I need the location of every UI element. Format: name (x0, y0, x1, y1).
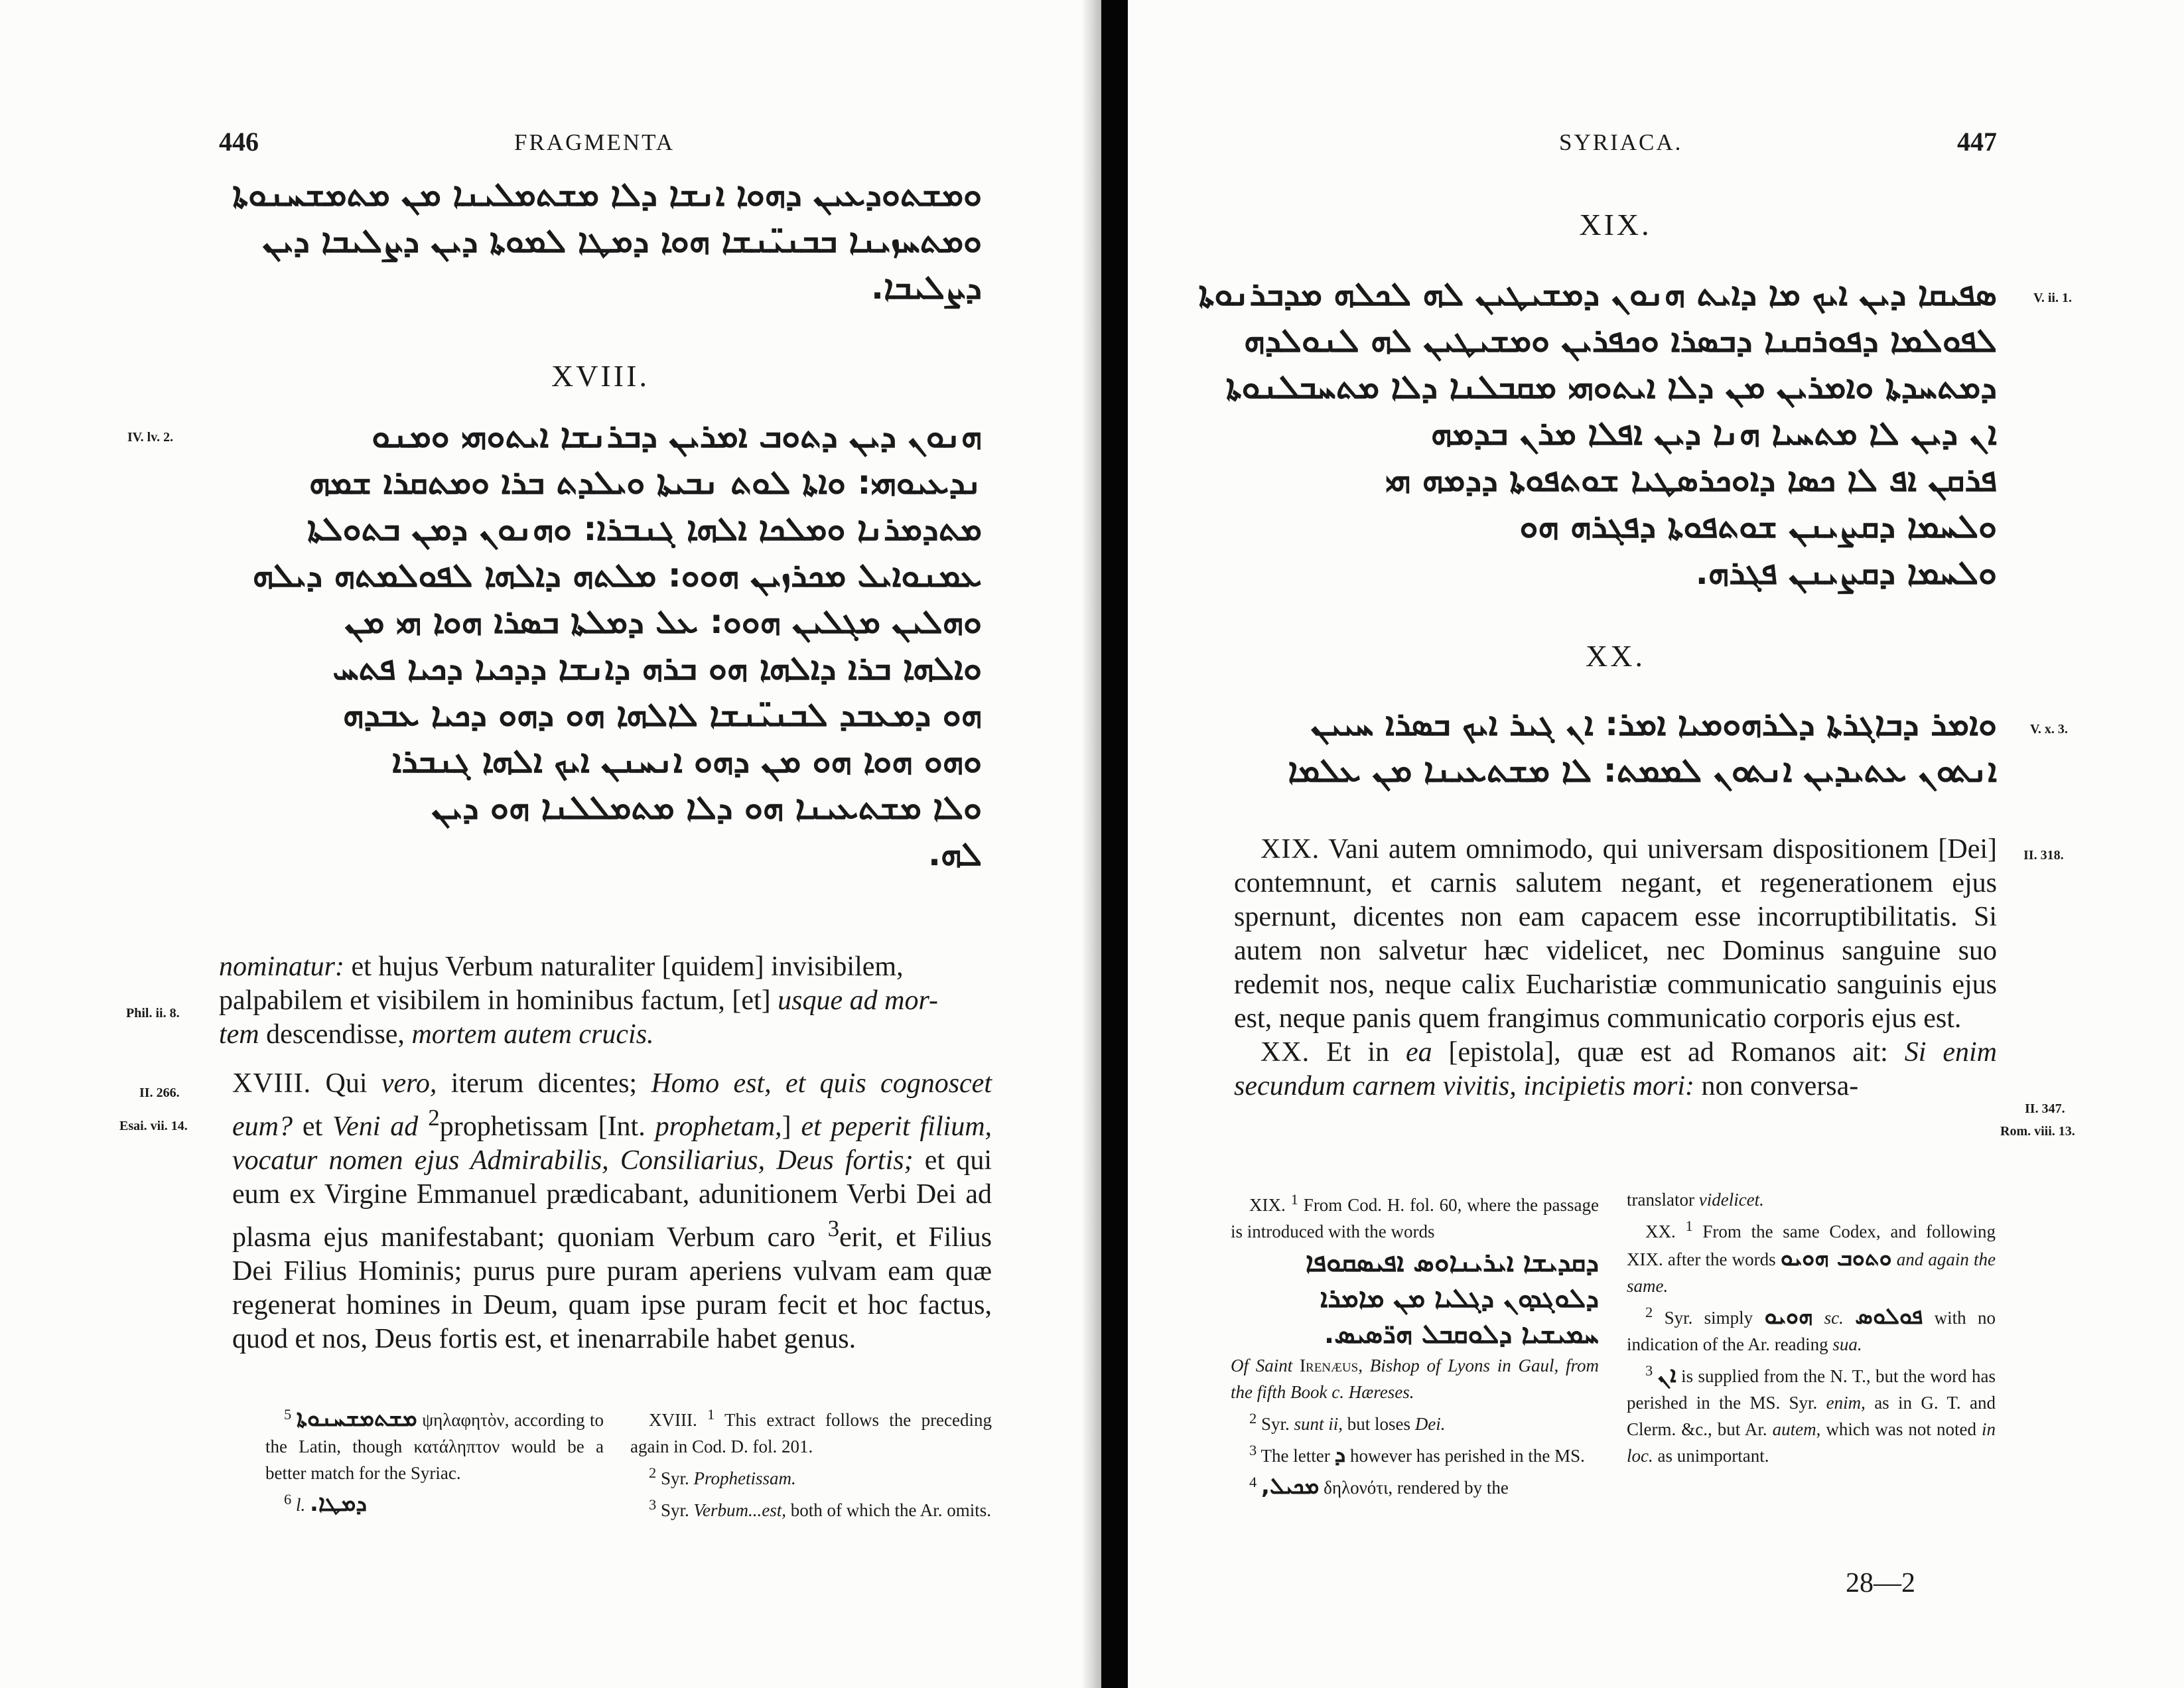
footnote-italic: Prophetissam. (693, 1468, 796, 1488)
syriac-line: ܘܡܫܬܘܕܥܝܢ ܕܗܘܐ ܐܢܫܐ ܕܠܐ ܡܫܬܡܠܝܢܐ ܡܢ ܡܬܡܫܚܢܘܬܐ (232, 175, 982, 214)
footnote-number: 1 (1685, 1218, 1693, 1234)
syriac-top-block (219, 171, 982, 311)
footnotes-left-column (265, 1401, 604, 1518)
gutter-shadow (1081, 0, 1101, 1688)
latin-italic: prophetam, (655, 1111, 782, 1142)
syriac-inline: ܦܘܠܘܣ (1855, 1303, 1923, 1330)
syriac-line: ܘܠܚܡܐ ܕܩܨܝܢܢ ܫܘܬܦܘܬܐ ܕܦܓܪܗ ܗܘ (1519, 507, 1997, 545)
footnote-text: Syr. (1257, 1414, 1294, 1434)
syriac-line: ܣܦܝܩܐ ܕܝܢ ܐܝܟ ܡܐ ܕܐܝܬ ܗܢܘܢ ܕܡܫܝܛܝܢ ܠܗ ܠܟܠܗ ܡܕܒܪܢܘܬܐ (1198, 275, 1997, 313)
footnote-text: with no indication of the Ar. reading (1627, 1308, 1996, 1354)
footnote-italic: Verbum...est, (693, 1500, 787, 1520)
footnote-text: This extract follows the preceding again in Cod. D. fol. 201. (630, 1410, 992, 1456)
footnote-marker: 3 (827, 1216, 840, 1241)
footnote-text: as unimportant. (1653, 1446, 1769, 1466)
footnote-text: The letter (1257, 1446, 1335, 1466)
syriac-line: ܗܢܘܢ ܕܝܢ ܕܬܘܒ ܐܡܪܝܢ ܕܒܪܢܫܐ ܐܝܬܘܗܝ ܘܡܢܘ (372, 417, 982, 455)
syriac-line: ܗܘ ܕܡܥܒܕ ܠܒܢܝ̈ܢܫܐ ܠܐܠܗܐ ܗܘ ܕܗܘ ܕܟܝܐ ܥܒܕܗ (342, 695, 982, 734)
syriac-XIX-block (1198, 271, 1997, 596)
syriac-line: ܘܐܡܪ ܕܒܐܓܪܬܐ ܕܠܪܗܘܡܝܐ ܐܡܪ: ܐܢ ܓܝܪ ܐܝܟ ܒܣܪܐ ܚܝܝܢ (1311, 705, 1997, 743)
footnote-text: From Cod. H. fol. 60, where the passage is introduced with the words (1231, 1195, 1600, 1241)
syriac-line: ܘܡܬܚܙܝܢܐ ܒܒܢܝ̈ܢܫܐ ܗܘܐ ܕܡܛܐ ܠܡܘܬܐ ܕܝܢ ܕܨܠܝܒܐ ܕܝܢ (262, 222, 982, 260)
syriac-line: ܢܕܥܝܘܗܝ: ܘܐܬܐ ܠܘܬ ܢܒܝܬܐ ܘܝܠܕܬ ܒܪܐ ܘܡܬܩܪܐ ܫܡܗ (309, 463, 982, 502)
footnote-italic: autem, (1772, 1419, 1821, 1439)
latin-italic: tem (219, 1019, 259, 1050)
footnote-italic: Of Saint (1231, 1356, 1300, 1375)
footnote-text: as in G. T. and Clerm. &c., but Ar. (1627, 1393, 1996, 1439)
footnote-text: Syr. simply (1653, 1308, 1765, 1328)
syriac-line: ܦܪܩܢ ܐܦ ܠܐ ܟܣܐ ܕܐܘܟܪܣܛܝܐ ܫܘܬܦܘܬܐ ܕܕܡܗ ܗܝ (1385, 460, 1997, 499)
footnote-text: Syr. (656, 1500, 694, 1520)
right-running-head: SYRIACA. (1559, 129, 1683, 155)
latin-italic: Homo est, et quis cognoscet eum? (232, 1068, 992, 1142)
footnote-text: ψηλαφητὸν, according to the Latin, though κατάληπτον would be a better match for the Syriac. (265, 1410, 604, 1483)
footnote-italic: sua. (1832, 1334, 1862, 1354)
footnote-italic: sc. (1812, 1308, 1856, 1328)
latin-section-number: XIX. (1261, 834, 1320, 865)
footnote-text: Syr. (656, 1468, 694, 1488)
footnotes-XVIII-column (630, 1401, 992, 1523)
syriac-inline: ܘܬܘܒ ܗܘܝܘ (1780, 1245, 1892, 1271)
latin-text: palpabilem et visibilem in hominibus factum, [et] (219, 985, 778, 1016)
latin-text: Qui (311, 1068, 381, 1099)
footnote-text: both of which the Ar. omits. (786, 1500, 991, 1520)
latin-section-number: XX. (1261, 1037, 1310, 1068)
margin-reference: Rom. viii. 13. (2000, 1124, 2075, 1139)
latin-italic: mortem autem crucis. (411, 1019, 654, 1050)
footnote-section: XX. (1645, 1222, 1676, 1241)
footnote-text: From the same Codex, and following XIX. after the words (1627, 1222, 1996, 1269)
footnote-number: 1 (707, 1406, 715, 1423)
footnote-number: 3 (649, 1496, 657, 1513)
syriac-line: ܕܡܬܚܕܬܐ ܘܐܡܪܝܢ ܡܢ ܕܠܐ ܐܝܬܘܗܝ ܡܩܒܠܢܐ ܕܠܐ ܡܬܚܒܠܢܘܬܐ (1225, 368, 1997, 406)
footnote-text: which was not noted (1820, 1419, 1982, 1439)
margin-reference: II. 318. (2023, 848, 2064, 863)
footnote-italic: enim, (1826, 1393, 1866, 1413)
footnote-number: 1 (1290, 1191, 1298, 1208)
margin-reference: Esai. vii. 14. (119, 1119, 188, 1133)
footnote-text: however has perished in the MS. (1345, 1446, 1585, 1466)
latin-text: iterum dicentes; (437, 1068, 651, 1099)
footnote-smallcaps: Irenæus, (1300, 1356, 1363, 1375)
latin-italic: usque ad mor- (778, 985, 938, 1016)
syriac-line: ܘܗܘ ܗܘܐ ܗܘ ܡܢ ܕܗܘ ܐܢܚܢܢ ܐܝܟ ܐܠܗܐ ܓܢܒܪܐ (392, 742, 982, 780)
margin-reference: V. x. 3. (2030, 722, 2068, 737)
section-heading-XVIII: XVIII. (551, 359, 649, 393)
book-gutter (1101, 0, 1128, 1688)
syriac-footnote-line: ܕܩܕܝܫܐ ܐܝܪܝܢܐܘܣ ܐܦܝܣܩܘܦܐ (1305, 1247, 1599, 1278)
latin-text: et qui eum ex Virgine Emmanuel prædicabant, adunitionem Verbi Dei ad plasma ejus manifestabant; quoniam Verbum caro (232, 1145, 992, 1253)
footnote-text: is supplied from the N. T., but the word has perished in the MS. Syr. (1627, 1366, 1996, 1413)
syriac-line: ܥܡܢܘܐܝܠ ܡܟܪܙܝܢ ܗܘܘ: ܡܠܬܗ ܕܐܠܗܐ ܠܦܘܠܡܬܗ ܕܝܠܗ (252, 556, 982, 595)
syriac-XVIII-block (219, 413, 982, 877)
latin-italic: Si enim secundum carnem vivitis, incipietis mori: (1234, 1037, 1997, 1101)
syriac-line: ܘܐܠܗܐ ܒܪܐ ܕܐܠܗܐ ܗܘ ܒܪܗ ܕܐܢܫܐ ܕܕܟܝܐ ܕܟܝܐ ܦܬܚ (332, 649, 982, 687)
footnote-text: δηλονότι, rendered by the (1319, 1478, 1509, 1498)
footnote-italic: Dei. (1414, 1414, 1446, 1434)
syriac-inline: ܐܢ (1657, 1362, 1676, 1388)
latin-text: ] (782, 1111, 801, 1142)
syriac-line: ܕܨܠܝܒܐ. (871, 268, 982, 307)
latin-text: erit, et Filius Dei Filius Hominis; purus pure puram aperiens vulvam eam quæ regenerat homines in Deum, quam ipse puram fecit et hoc factus, quod et nos, Deus fortis est, et inenarrabile habet genus. (232, 1222, 992, 1354)
latin-text: Et in (1310, 1037, 1406, 1068)
footnote-number: 5 (284, 1406, 292, 1423)
footnote-number: 3 (1249, 1442, 1257, 1458)
footnote-section: XIX. (1249, 1195, 1286, 1215)
footnote-italic: l. (296, 1495, 306, 1515)
latin-italic: nominatur: (219, 951, 344, 982)
syriac-line: ܐܢܬܘܢ ܥܬܝܕܝܢ ܐܢܬܘܢ ܠܡܡܬ: ܠܐ ܡܫܬܥܝܢܐ ܡܢ ܥܠܡܐ (1288, 751, 1997, 790)
latin-XVIII-paragraph (232, 1067, 992, 1356)
left-running-head: FRAGMENTA (514, 129, 675, 155)
footnote-italic: Bishop of Lyons in Gaul, from the fifth Book c. Hæreses. (1231, 1356, 1599, 1402)
section-heading-XIX: XIX. (1579, 208, 1652, 242)
latin-text: descendisse, (259, 1019, 412, 1050)
footnote-number: 2 (1249, 1410, 1257, 1427)
printer-signature: 28—2 (1846, 1568, 1915, 1598)
footnote-number: 4 (1249, 1474, 1257, 1490)
latin-italic: ea (1405, 1037, 1432, 1068)
syriac-inline: ܕ (1334, 1441, 1346, 1468)
latin-italic: vero, (381, 1068, 437, 1099)
footnote-number: 2 (1645, 1304, 1653, 1320)
footnote-text: but loses (1343, 1414, 1415, 1434)
margin-reference: II. 347. (2025, 1101, 2065, 1116)
latin-text: non conversa- (1694, 1071, 1859, 1101)
syriac-line: ܘܠܚܡܐ ܕܩܨܝܢܢ ܦܓܪܗ. (1695, 553, 1997, 592)
syriac-XX-block (1234, 701, 1997, 794)
footnote-number: 2 (649, 1464, 657, 1481)
footnote-number: 6 (284, 1491, 292, 1508)
left-page-number: 446 (219, 127, 259, 157)
latin-text: et hujus Verbum naturaliter [quidem] invisibilem, (344, 951, 904, 982)
right-page-number: 447 (1957, 127, 1997, 157)
syriac-line: ܐܢ ܕܝܢ ܠܐ ܡܬܚܝܐ ܗܢܐ ܕܝܢ ܐܦܠܐ ܡܪܢ ܒܕܡܗ (1430, 414, 1997, 453)
latin-text: et (292, 1111, 333, 1142)
latin-italic: et peperit filium, vocatur nomen ejus Admirabilis, Consiliarius, Deus fortis; (232, 1111, 992, 1176)
footnotes-XIX-column (1231, 1186, 1599, 1501)
margin-reference: II. 266. (139, 1086, 180, 1100)
footnotes-XX-column (1627, 1186, 1996, 1469)
margin-reference: V. ii. 1. (2033, 291, 2072, 305)
syriac-inline: ܡܫܬܡܫܚܢܘܬܐ (296, 1405, 417, 1432)
footnote-section: XVIII. (649, 1410, 697, 1430)
syriac-line: ܡܬܕܡܪܢܐ ܘܡܠܟܐ ܐܠܗܐ ܓܢܒܪܐ: ܘܗܢܘܢ ܕܡܢ ܒܬܘܠܬܐ (307, 510, 982, 548)
latin-text: prophetissam [Int. (439, 1111, 655, 1142)
syriac-line: ܠܗ. (927, 835, 982, 873)
latin-text: [epistola], quæ est ad Romanos ait: (1432, 1037, 1905, 1068)
syriac-line: ܘܗܠܝܢ ܡܓܠܝܢ ܗܘܘ: ܥܠ ܕܡܠܬܐ ܒܣܪܐ ܗܘܐ ܗܝ ܡܢ (344, 602, 982, 641)
footnote-italic: videlicet. (1698, 1190, 1764, 1210)
syriac-footnote-line: ܚܡܝܫܝܐ ܕܠܘܩܒܠ ܗܪ̈ܣܝܣ. (1324, 1319, 1599, 1350)
syriac-inline: ܡܟܝܠ, (1261, 1473, 1320, 1500)
footnote-marker: 2 (428, 1105, 440, 1131)
latin-text: Vani autem omnimodo, qui universam dispositionem [Dei] contemnunt, et carnis salutem negant, et regenerationem ejus spernunt, dicentes non eam capacem esse incorruptibilitatis. Si autem non salvetur hæc videlicet, nec Dominus sanguine suo redemit nos, neque calix Eucharistiæ communicatio sanguinis ejus est, neque panis quem frangimus communicatio corporis ejus est. (1234, 834, 1997, 1034)
margin-reference: IV. lv. 2. (127, 430, 174, 445)
footnote-italic: sunt ii, (1294, 1414, 1343, 1434)
footnote-italic: in loc. (1627, 1419, 1996, 1466)
syriac-footnote-line: ܕܠܘܓܕܘܢ ܕܓܠܝܐ ܡܢ ܡܐܡܪܐ (1320, 1283, 1599, 1314)
syriac-inline: ܗܘܝܘ (1764, 1303, 1813, 1330)
syriac-line: ܘܠܐ ܡܫܬܥܝܢܐ ܗܘ ܕܠܐ ܡܬܡܠܠܢܐ ܗܘ ܕܝܢ (431, 788, 982, 827)
footnote-text: translator (1627, 1190, 1699, 1210)
syriac-line: ܠܦܘܠܡܐ ܕܦܘܪܩܢܐ ܕܒܣܪܐ ܘܟܦܪܝܢ ܘܡܫܝܛܝܢ ܠܗ ܠܢܘܠܕܗ (1244, 321, 1997, 360)
section-heading-XX: XX. (1586, 639, 1645, 673)
footnote-italic: and again the same. (1627, 1249, 1996, 1296)
latin-intro-paragraph (219, 950, 992, 1052)
margin-reference: Phil. ii. 8. (126, 1006, 180, 1020)
syriac-inline: ܕܡܛܐ. (310, 1490, 368, 1517)
footnote-number: 3 (1645, 1362, 1653, 1379)
latin-XIX-paragraph (1234, 833, 1997, 1103)
latin-section-number: XVIII. (232, 1068, 312, 1099)
latin-italic: Veni ad (332, 1111, 419, 1142)
